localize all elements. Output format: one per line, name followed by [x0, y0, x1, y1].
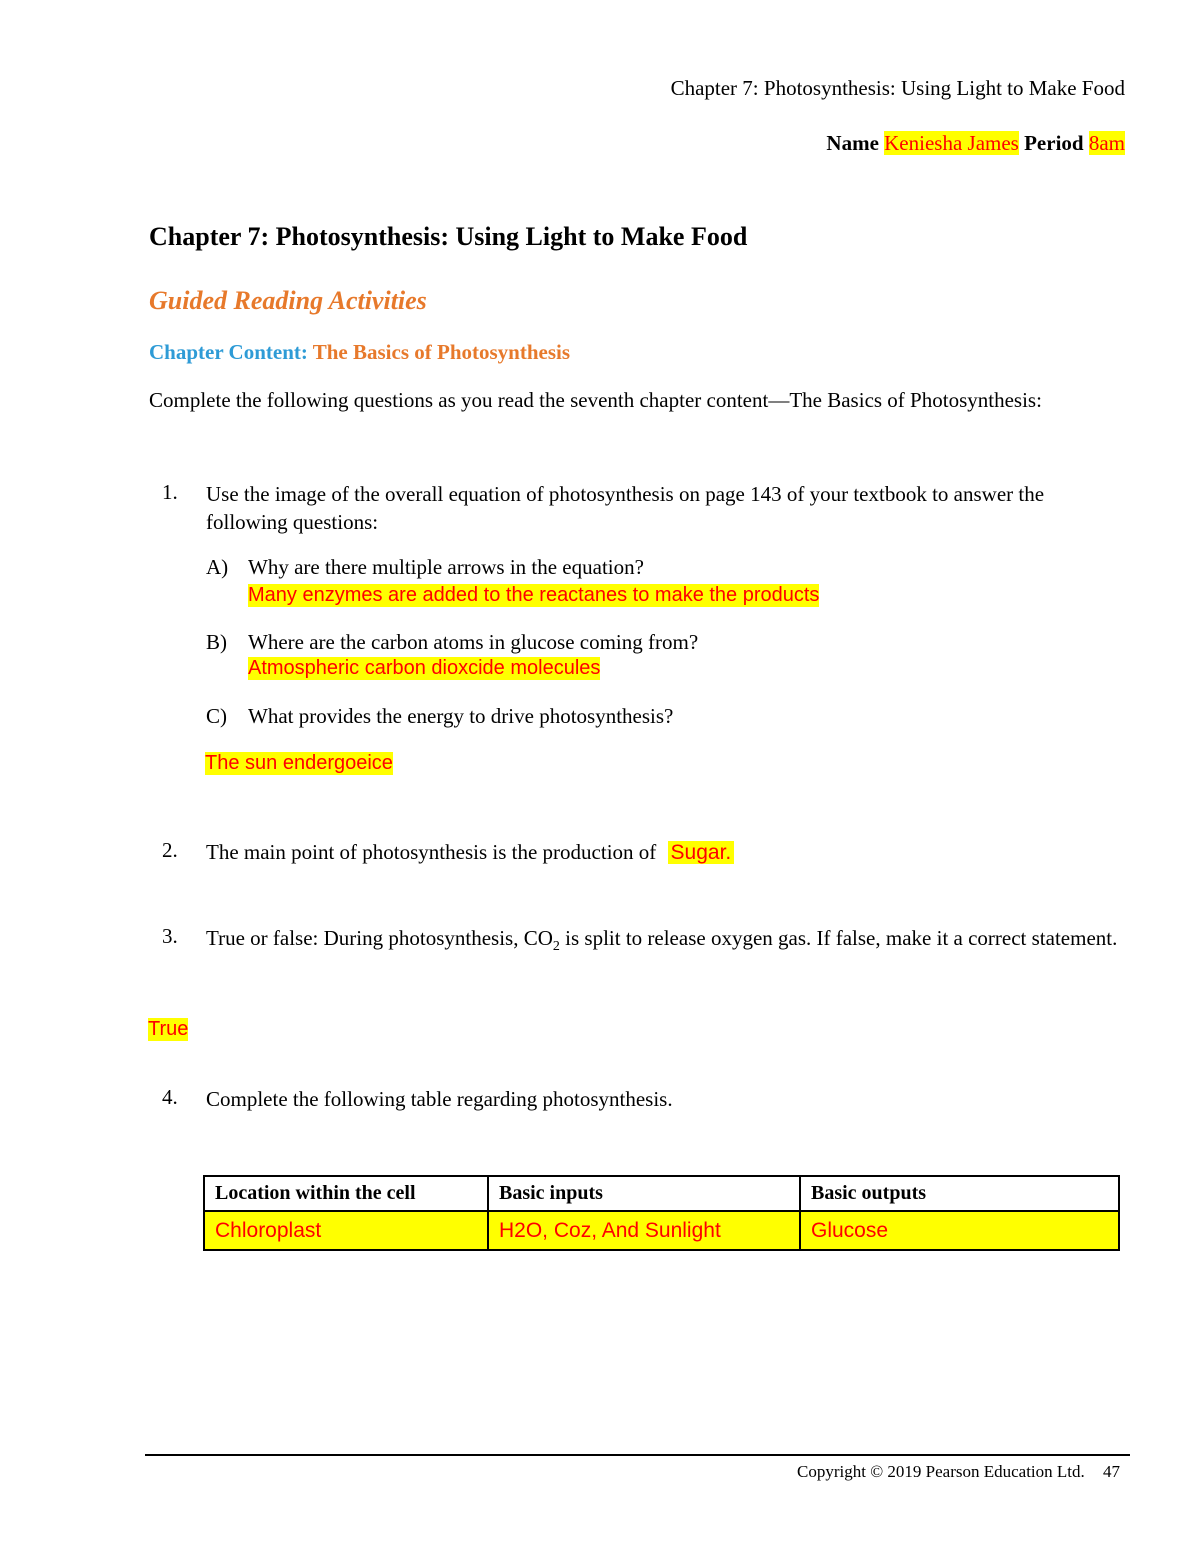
table-header-row	[204, 1176, 1119, 1211]
footer-divider	[145, 1454, 1130, 1456]
answer-text: Sugar.	[668, 841, 735, 864]
table-cell: H2O, Coz, And Sunlight	[488, 1211, 800, 1250]
sub-question-text: Where are the carbon atoms in glucose coming from?	[248, 630, 699, 654]
page-subtitle: Guided Reading Activities	[149, 286, 427, 315]
table-cell: Glucose	[800, 1211, 1119, 1250]
content-heading-topic: The Basics of Photosynthesis	[312, 340, 571, 364]
answer-text: The sun endergoeice	[205, 752, 393, 774]
name-period-line	[826, 131, 1125, 156]
question-text	[206, 838, 734, 867]
question-text	[206, 924, 1122, 961]
question-number: 4.	[162, 1085, 178, 1109]
question-number: 2.	[162, 838, 178, 862]
sub-question-letter: B)	[206, 630, 227, 654]
question-text: Complete the following table regarding photosynthesis.	[206, 1087, 673, 1111]
page-footer	[797, 1462, 1120, 1482]
question-number: 1.	[162, 480, 178, 504]
name-label: Name	[826, 131, 879, 155]
sub-question-letter: A)	[206, 555, 229, 579]
sub-question-text: Why are there multiple arrows in the equation?	[248, 555, 644, 579]
table-header-cell: Basic outputs	[800, 1176, 1119, 1211]
answer-text: Many enzymes are added to the reactanes to make the products	[248, 584, 820, 606]
content-heading	[149, 340, 570, 365]
question-number: 3.	[162, 924, 178, 948]
table-cell: Chloroplast	[204, 1211, 488, 1250]
question-text-part: True or false: During photosynthesis, CO	[206, 926, 553, 950]
photosynthesis-table	[203, 1175, 1120, 1251]
answer-text: Atmospheric carbon dioxcide molecules	[248, 657, 601, 679]
page-title: Chapter 7: Photosynthesis: Using Light to Make Food	[149, 222, 748, 251]
question-text: Use the image of the overall equation of photosynthesis on page 143 of your textbook to answer the following questions:	[206, 482, 1045, 534]
period-label: Period	[1024, 131, 1084, 155]
question-text-body: The main point of photosynthesis is the production of	[206, 840, 657, 864]
student-name: Keniesha James	[884, 131, 1019, 155]
subscript: 2	[552, 939, 560, 955]
table-header-cell: Location within the cell	[204, 1176, 488, 1211]
content-heading-label: Chapter Content:	[149, 340, 308, 364]
question-text-part: is split to release oxygen gas. If false, make it a correct statement.	[559, 926, 1118, 950]
sub-question-letter: C)	[206, 704, 227, 728]
intro-paragraph: Complete the following questions as you read the seventh chapter content—The Basics of Photosynthesis:	[149, 388, 1042, 412]
table-header-cell: Basic inputs	[488, 1176, 800, 1211]
page-number: 47	[1103, 1462, 1120, 1481]
sub-question-text: What provides the energy to drive photosynthesis?	[248, 704, 674, 728]
running-header: Chapter 7: Photosynthesis: Using Light to Make Food	[670, 76, 1125, 100]
period-value: 8am	[1088, 131, 1125, 155]
table-row	[204, 1211, 1119, 1250]
answer-text: True	[148, 1018, 189, 1040]
copyright-text: Copyright © 2019 Pearson Education Ltd.	[797, 1462, 1085, 1481]
